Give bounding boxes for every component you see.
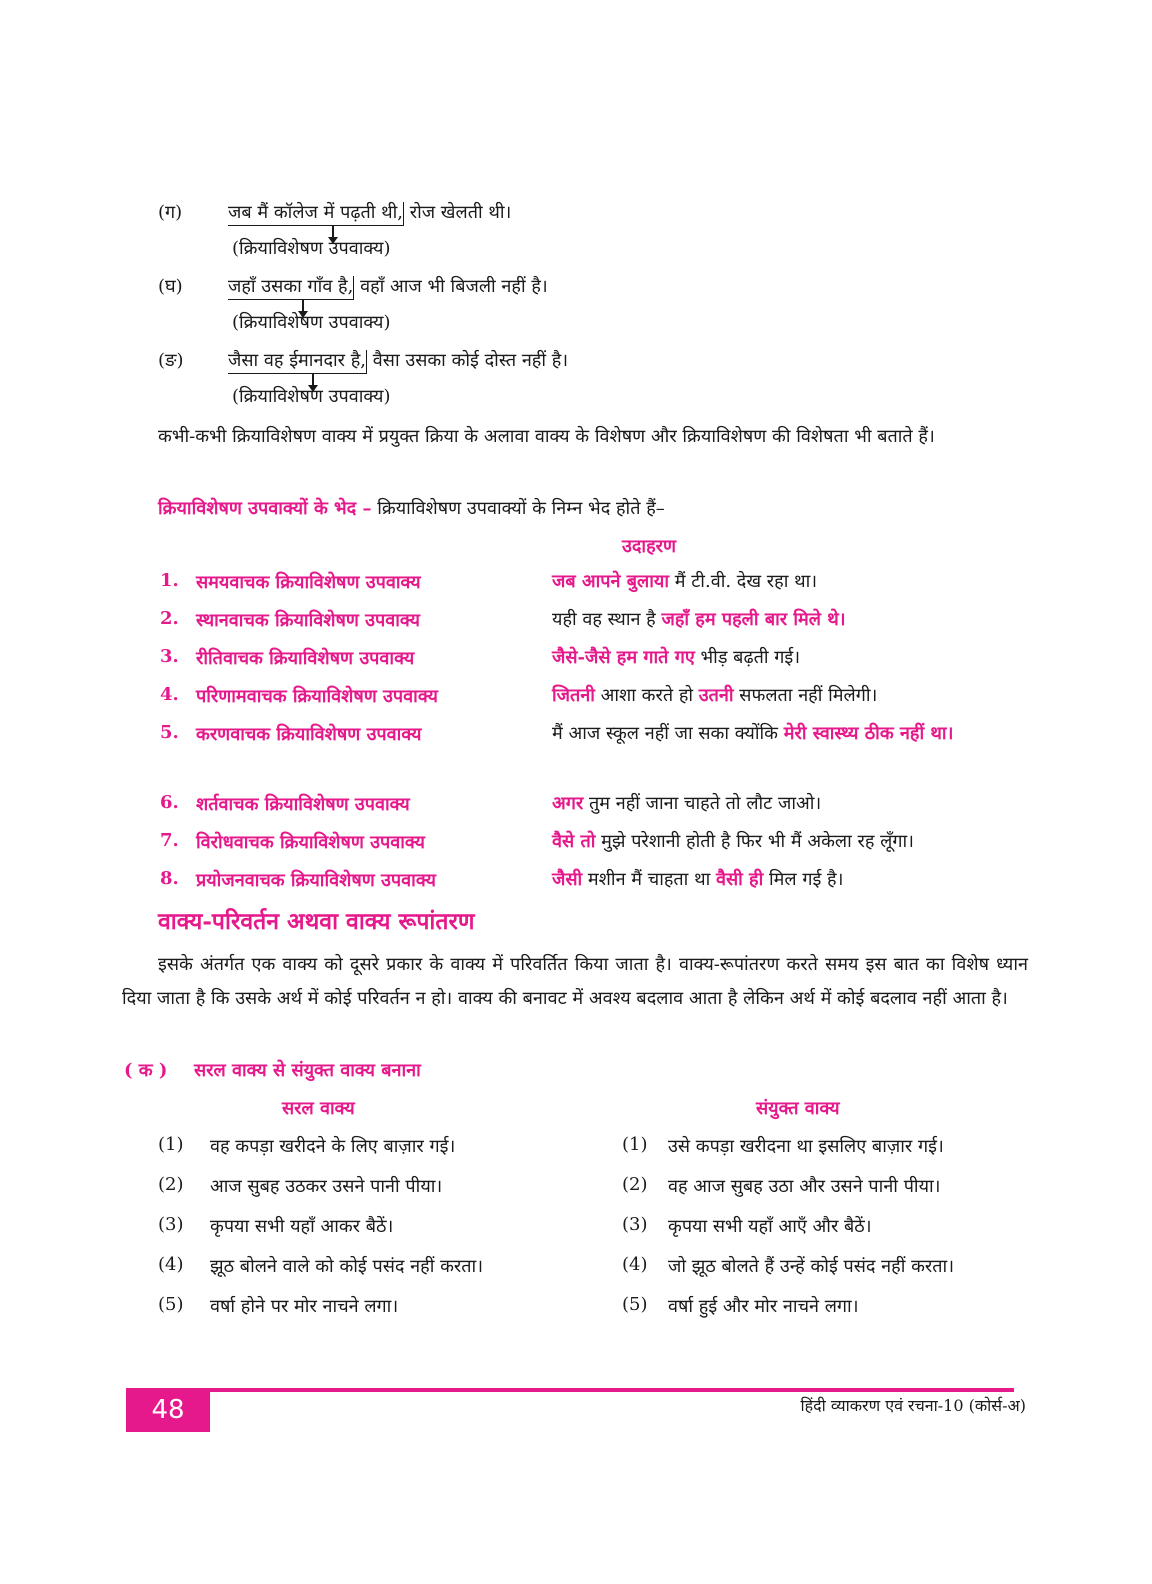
paragraph-intro: कभी-कभी क्रियाविशेषण वाक्य में प्रयुक्त क्रिया के अलावा वाक्य के विशेषण और क्रियाविशेषण की विशेषता भी बताते हैं।: [158, 426, 935, 447]
type-example: [552, 716, 1022, 752]
type-example: [552, 824, 1022, 860]
simple-sentence: वर्षा होने पर मोर नाचने लगा।: [210, 1296, 399, 1317]
highlighted-clause: वैसे तो: [552, 831, 596, 852]
simple-number: (4): [158, 1254, 184, 1275]
underlined-clause: जैसा वह ईमानदार है,: [228, 350, 367, 374]
highlighted-clause: मेरी स्वास्थ्य ठीक नहीं था।: [783, 723, 954, 744]
example-label: (ग): [158, 202, 183, 223]
type-number: 2.: [160, 608, 179, 629]
highlighted-clause: जितनी: [552, 685, 595, 706]
type-example: [552, 786, 1022, 822]
example-text: सफलता नहीं मिलेगी।: [733, 685, 878, 706]
example-label: (ङ): [158, 350, 184, 371]
type-name: स्थानवाचक क्रियाविशेषण उपवाक्य: [196, 610, 420, 631]
footer-title: हिंदी व्याकरण एवं रचना-10 (कोर्स-अ): [800, 1396, 1026, 1415]
type-example: [552, 678, 1022, 714]
type-name: विरोधवाचक क्रियाविशेषण उपवाक्य: [196, 832, 425, 853]
page-number: 48: [126, 1388, 210, 1432]
simple-sentence: आज सुबह उठकर उसने पानी पीया।: [210, 1176, 443, 1197]
main-clause: वहाँ आज भी बिजली नहीं है।: [354, 276, 548, 297]
column-head-simple: सरल वाक्य: [282, 1098, 355, 1119]
highlighted-clause: जब आपने बुलाया: [552, 571, 670, 592]
compound-number: (4): [622, 1254, 648, 1275]
simple-number: (1): [158, 1134, 184, 1155]
example-text: तुम नहीं जाना चाहते तो लौट जाओ।: [583, 793, 822, 814]
type-example: [552, 564, 1022, 600]
type-number: 4.: [160, 684, 179, 705]
clause-type-label: (क्रियाविशेषण उपवाक्य): [232, 238, 391, 259]
paragraph-transformation: इसके अंतर्गत एक वाक्य को दूसरे प्रकार के वाक्य में परिवर्तित किया जाता है। वाक्य-रूपांतरण करते समय इस बात का विशेष ध्यान दिया जाता है कि उसके अर्थ में कोई परिवर्तन न हो। वाक्य की बनावट में अवश्य बदलाव आता है लेकिन अर्थ में कोई बदलाव नहीं आता है।: [122, 954, 1028, 1009]
type-number: 7.: [160, 830, 179, 851]
compound-number: (2): [622, 1174, 648, 1195]
subsection-title: सरल वाक्य से संयुक्त वाक्य बनाना: [194, 1060, 421, 1081]
simple-number: (2): [158, 1174, 184, 1195]
example-sentence: [228, 348, 568, 372]
compound-sentence: जो झूठ बोलते हैं उन्हें कोई पसंद नहीं करता।: [668, 1256, 955, 1277]
type-name: करणवाचक क्रियाविशेषण उपवाक्य: [196, 724, 422, 745]
compound-number: (5): [622, 1294, 648, 1315]
simple-number: (5): [158, 1294, 184, 1315]
types-heading: [158, 496, 665, 520]
example-text: मिल गई है।: [763, 869, 844, 890]
clause-type-label: (क्रियाविशेषण उपवाक्य): [232, 312, 391, 333]
column-head-compound: संयुक्त वाक्य: [756, 1098, 840, 1119]
clause-type-label: (क्रियाविशेषण उपवाक्य): [232, 386, 391, 407]
type-number: 5.: [160, 722, 179, 743]
compound-sentence: वर्षा हुई और मोर नाचने लगा।: [668, 1296, 859, 1317]
compound-number: (1): [622, 1134, 648, 1155]
simple-sentence: वह कपड़ा खरीदने के लिए बाज़ार गई।: [210, 1136, 456, 1157]
highlighted-clause: वैसी ही: [715, 869, 764, 890]
compound-sentence: उसे कपड़ा खरीदना था इसलिए बाज़ार गई।: [668, 1136, 944, 1157]
example-label: (घ): [158, 276, 183, 297]
compound-sentence: वह आज सुबह उठा और उसने पानी पीया।: [668, 1176, 941, 1197]
subsection-label: ( क ): [124, 1060, 168, 1081]
compound-sentence: कृपया सभी यहाँ आएँ और बैठें।: [668, 1216, 872, 1237]
highlighted-clause: जहाँ हम पहली बार मिले थे।: [661, 609, 846, 630]
simple-number: (3): [158, 1214, 184, 1235]
highlighted-clause: जैसी: [552, 869, 583, 890]
highlighted-clause: उतनी: [698, 685, 734, 706]
example-text: मशीन मैं चाहता था: [582, 869, 716, 890]
example-text: आशा करते हो: [594, 685, 699, 706]
type-number: 6.: [160, 792, 179, 813]
type-example: [552, 602, 1022, 638]
main-clause: वैसा उसका कोई दोस्त नहीं है।: [367, 350, 569, 371]
example-text: मैं आज स्कूल नहीं जा सका क्योंकि: [552, 723, 784, 744]
type-number: 8.: [160, 868, 179, 889]
simple-sentence: झूठ बोलने वाले को कोई पसंद नहीं करता।: [210, 1256, 484, 1277]
type-name: शर्तवाचक क्रियाविशेषण उपवाक्य: [196, 794, 410, 815]
underlined-clause: जहाँ उसका गाँव है,: [228, 276, 354, 300]
type-example: [552, 640, 1022, 676]
type-name: प्रयोजनवाचक क्रियाविशेषण उपवाक्य: [196, 870, 436, 891]
example-text: यही वह स्थान है: [552, 609, 662, 630]
example-text: भीड़ बढ़ती गई।: [694, 647, 801, 668]
example-text: मुझे परेशानी होती है फिर भी मैं अकेला रह लूँगा।: [595, 831, 914, 852]
simple-sentence: कृपया सभी यहाँ आकर बैठें।: [210, 1216, 394, 1237]
main-clause: रोज खेलती थी।: [403, 202, 512, 223]
underlined-clause: जब मैं कॉलेज में पढ़ती थी,: [228, 202, 404, 226]
types-heading-text: क्रियाविशेषण उपवाक्यों के निम्न भेद होते हैं–: [371, 498, 665, 519]
highlighted-clause: अगर: [552, 793, 584, 814]
compound-number: (3): [622, 1214, 648, 1235]
section-title: वाक्य-परिवर्तन अथवा वाक्य रूपांतरण: [158, 908, 475, 935]
highlighted-clause: जैसे-जैसे हम गाते गए: [552, 647, 695, 668]
type-name: रीतिवाचक क्रियाविशेषण उपवाक्य: [196, 648, 415, 669]
footer-rule: [126, 1388, 1014, 1392]
example-text: मैं टी.वी. देख रहा था।: [669, 571, 818, 592]
type-number: 3.: [160, 646, 179, 667]
type-number: 1.: [160, 570, 179, 591]
example-sentence: [228, 274, 548, 298]
type-name: समयवाचक क्रियाविशेषण उपवाक्य: [196, 572, 421, 593]
examples-heading: उदाहरण: [622, 536, 677, 557]
types-heading-title: क्रियाविशेषण उपवाक्यों के भेद –: [158, 498, 372, 519]
type-name: परिणामवाचक क्रियाविशेषण उपवाक्य: [196, 686, 438, 707]
type-example: [552, 862, 1022, 898]
example-sentence: [228, 200, 511, 224]
